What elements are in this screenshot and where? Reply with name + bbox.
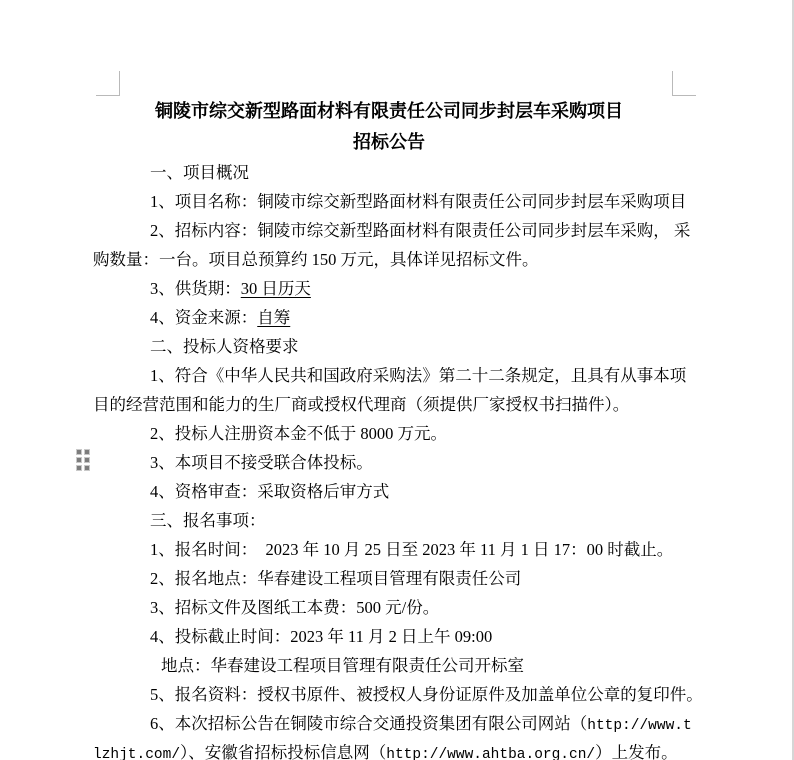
document-line [93, 158, 685, 187]
document-text-area[interactable] [93, 96, 703, 760]
document-line [93, 245, 685, 274]
text-segment: ）、安徽省招标投标信息网（ [180, 743, 387, 760]
document-line [93, 709, 692, 738]
drag-handle-dot [77, 450, 81, 454]
document-line [93, 651, 685, 680]
document-line [93, 274, 685, 303]
text-segment: 6、本次招标公告在铜陵市综合交通投资集团有限公司网站（ [150, 714, 588, 733]
underlined-text: 自筹 [257, 308, 291, 327]
underlined-text: 30 日历天 [240, 279, 311, 298]
document-line [93, 332, 685, 361]
text-segment: 2、报名地点：华春建设工程项目管理有限责任公司 [150, 569, 522, 588]
document-line [93, 303, 685, 332]
url-text: lzhjt.com/ [93, 747, 181, 760]
drag-handle-icon[interactable] [77, 450, 89, 470]
document-line [93, 506, 685, 535]
text-segment: 1、符合《中华人民共和国政府采购法》第二十二条规定，且具有从事本项 [150, 366, 687, 385]
document-title-line-2: 招标公告 [353, 132, 425, 152]
document-line [93, 187, 685, 216]
text-segment: ）上发布。 [595, 743, 678, 760]
text-segment: 3、招标文件及图纸工本费：500 元/份。 [150, 598, 440, 617]
document-line [93, 622, 685, 651]
url-text: http://www.ahtba.org.cn/ [386, 747, 596, 760]
text-segment: 5、报名资料：授权书原件、被授权人身份证原件及加盖单位公章的复印件。 [150, 685, 703, 704]
text-segment: 目的经营范围和能力的生厂商或授权代理商（须提供厂家授权书扫描件）。 [93, 395, 630, 414]
document-line [93, 448, 685, 477]
text-segment: 二、投标人资格要求 [150, 337, 299, 356]
drag-handle-dot [77, 466, 81, 470]
document-line [93, 390, 685, 419]
document-line [93, 535, 685, 564]
text-segment: 4、投标截止时间：2023 年 11 月 2 日上午 09:00 [150, 627, 493, 646]
drag-handle-dot [85, 450, 89, 454]
document-line [93, 216, 691, 245]
text-segment: 地点：华春建设工程项目管理有限责任公司开标室 [161, 656, 524, 675]
document-line [93, 477, 685, 506]
text-segment: 1、项目名称：铜陵市综交新型路面材料有限责任公司同步封层车采购项目 [150, 192, 687, 211]
document-line [93, 419, 685, 448]
margin-corner-mark-top-left [96, 71, 120, 96]
text-segment: 2、投标人注册资本金不低于 8000 万元。 [150, 424, 447, 443]
document-title-line-1: 铜陵市综交新型路面材料有限责任公司同步封层车采购项目 [155, 101, 623, 121]
drag-handle-dot [85, 458, 89, 462]
document-line [93, 680, 703, 709]
text-segment: 1、报名时间： 2023 年 10 月 25 日至 2023 年 11 月 1 日 17：00 时截止。 [150, 540, 674, 559]
margin-corner-mark-top-right [672, 71, 696, 96]
drag-handle-dot [85, 466, 89, 470]
text-segment: 购数量：一台。项目总预算约 150 万元，具体详见招标文件。 [93, 250, 539, 269]
drag-handle-dot [77, 458, 81, 462]
document-line [93, 593, 685, 622]
document-body [93, 158, 703, 760]
document-line [93, 361, 685, 390]
text-segment: 3、供货期： [150, 279, 241, 298]
text-segment: 4、资金来源： [150, 308, 258, 327]
text-segment: 一、项目概况 [150, 163, 249, 182]
text-segment: 三、报名事项： [150, 511, 266, 530]
url-text: http://www.t [587, 718, 692, 734]
document-line [93, 738, 685, 760]
text-segment: 3、本项目不接受联合体投标。 [150, 453, 373, 472]
text-segment: 2、招标内容：铜陵市综交新型路面材料有限责任公司同步封层车采购， 采 [150, 221, 691, 240]
document-line [93, 564, 685, 593]
text-segment: 4、资格审查：采取资格后审方式 [150, 482, 390, 501]
